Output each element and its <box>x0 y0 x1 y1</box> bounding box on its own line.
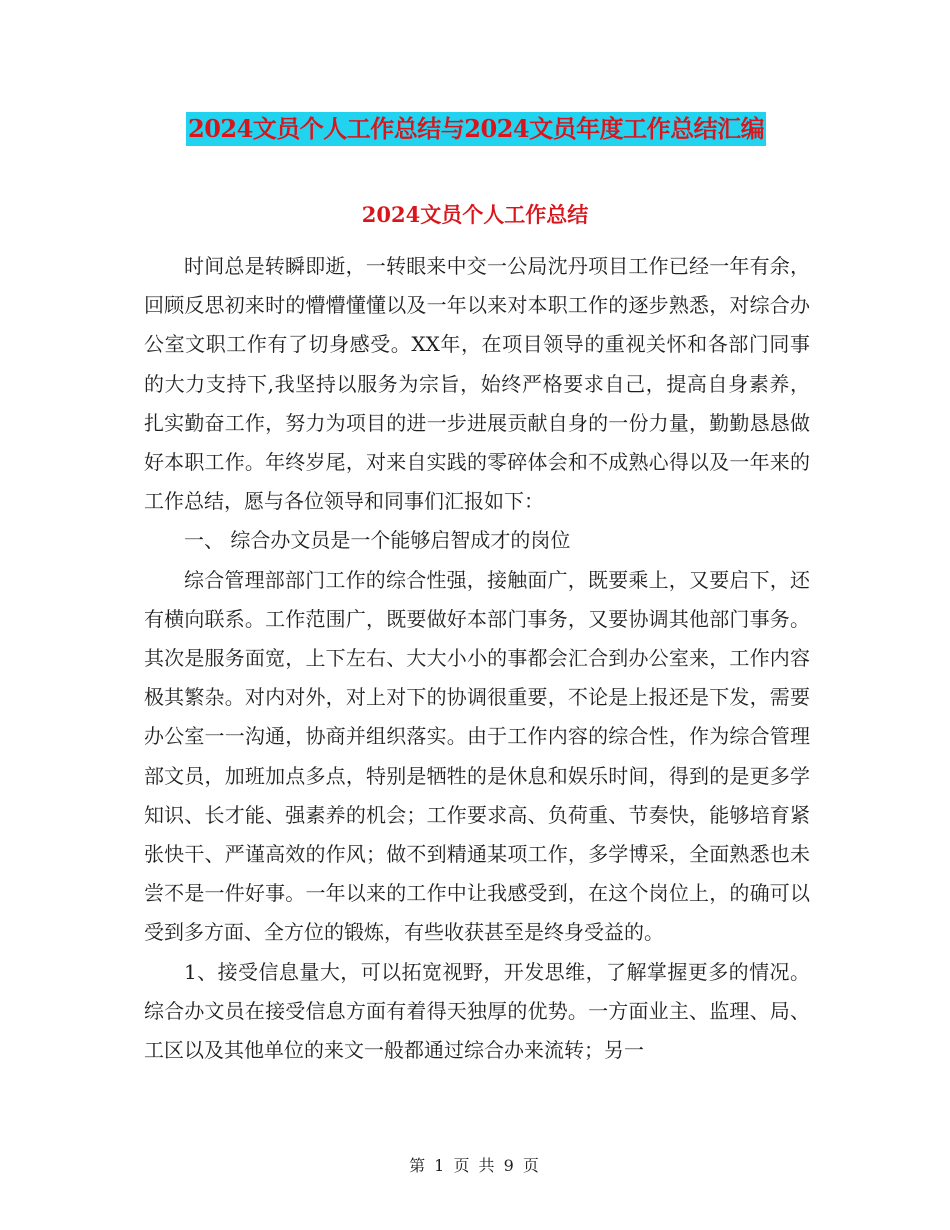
section-title: 2024文员个人工作总结 <box>361 202 589 227</box>
paragraph-intro: 时间总是转瞬即逝，一转眼来中交一公局沈丹项目工作已经一年有余，回顾反思初来时的懵懵懂懂以及一年以来对本职工作的逐步熟悉，对综合办公室文职工作有了切身感受。XX年，在项目领导的重视关怀和各部门同事的大力支持下,我坚持以服务为宗旨，始终严格要求自己，提高自身素养，扎实勤奋工作，努力为项目的进一步进展贡献自身的一份力量，勤勤恳恳做好本职工作。年终岁尾，对来自实践的零碎体会和不成熟心得以及一年来的工作总结，愿与各位领导和同事们汇报如下： <box>144 254 810 514</box>
document-title: 2024文员个人工作总结与2024文员年度工作总结汇编 <box>186 112 766 146</box>
body-text <box>144 247 810 1070</box>
paragraph-item-1: 1、接受信息量大，可以拓宽视野，开发思维，了解掌握更多的情况。综合办文员在接受信息方面有着得天独厚的优势。一方面业主、监理、局、工区以及其他单位的来文一般都通过综合办来流转；另一 <box>144 959 810 1063</box>
paragraph-body-1: 综合管理部部门工作的综合性强，接触面广，既要乘上，又要启下，还有横向联系。工作范围广，既要做好本部门事务，又要协调其他部门事务。其次是服务面宽，上下左右、大大小小的事都会汇合到办公室来，工作内容极其繁杂。对内对外，对上对下的协调很重要，不论是上报还是下发，需要办公室一一沟通，协商并组织落实。由于工作内容的综合性，作为综合管理部文员，加班加点多点，特别是牺牲的是休息和娱乐时间，得到的是更多学知识、长才能、强素养的机会；工作要求高、负荷重、节奏快，能够培育紧张快干、严谨高效的作风；做不到精通某项工作，多学博采，全面熟悉也未尝不是一件好事。一年以来的工作中让我感受到，在这个岗位上，的确可以受到多方面、全方位的锻炼，有些收获甚至是终身受益的。 <box>144 567 810 945</box>
page-footer: 第 1 页 共 9 页 <box>409 1156 541 1175</box>
paragraph-heading-1: 一、 综合办文员是一个能够启智成才的岗位 <box>184 528 571 553</box>
